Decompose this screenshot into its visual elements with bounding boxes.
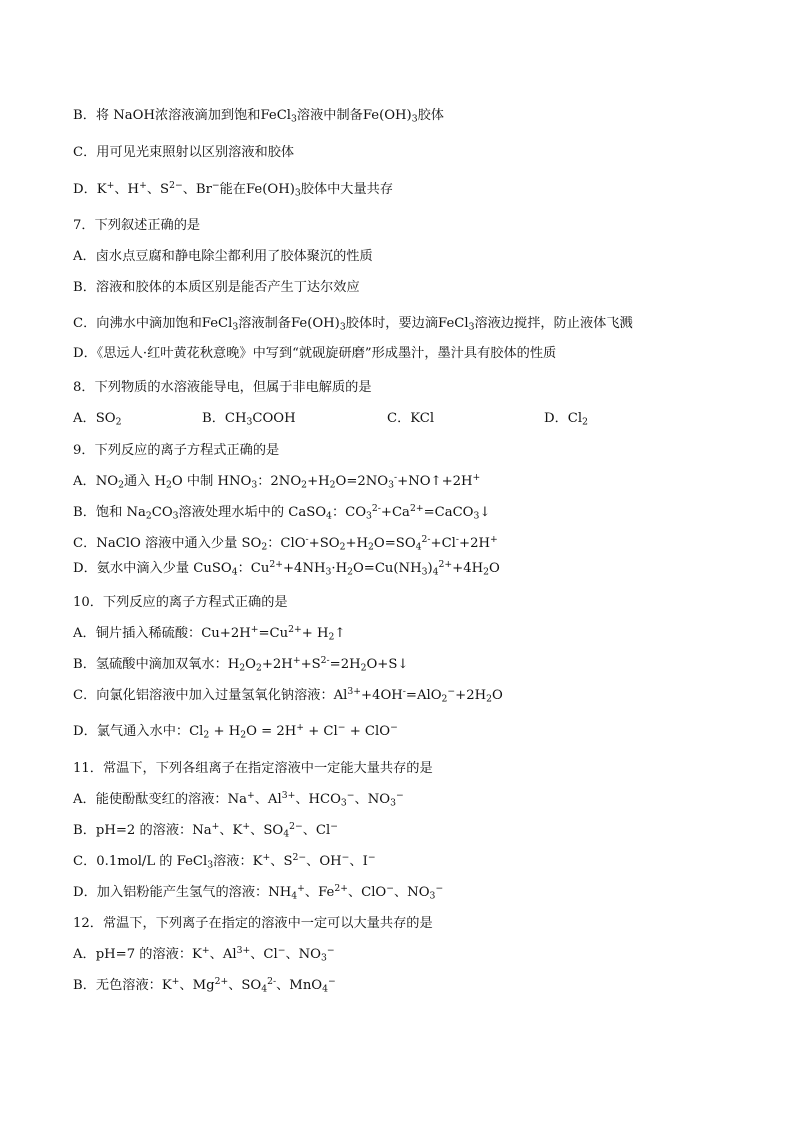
text-run: B．氢硫酸中滴加双氧水：H [73,657,240,672]
text-run: 、MnO [276,978,323,993]
supscript: 2- [320,654,330,666]
supscript: 2− [289,820,303,832]
option-line [73,976,336,996]
subscript: 4 [231,566,238,578]
subscript: 2 [166,479,172,491]
subscript: 2 [329,479,336,491]
subscript: 2 [203,729,210,741]
subscript: 3 [473,510,480,522]
text-run: O=Cu(NH [352,561,422,576]
text-run: +2H [455,688,487,703]
supscript: − [328,975,336,987]
supscript: 3+ [347,685,362,697]
subscript: 2 [582,416,588,428]
text-run: D．加入铝粉能产生氢气的溶液：NH [73,885,292,900]
text-run: +4NH [283,561,326,576]
subscript: 2 [347,566,353,578]
text-run: + H [209,724,241,739]
subscript: 2 [145,510,152,522]
text-run: O=SO [373,536,416,551]
text-run: 溶液中制备 [296,108,363,123]
text-run: ·H [331,561,348,576]
text-run: =Cu [258,626,289,641]
text-run: 、Cl [250,947,278,962]
text-run: =AlO [405,688,442,703]
text-run: 、HCO [295,792,341,807]
text-run: 、ClO [347,885,387,900]
text-run: 11．常温下，下列各组离子在指定溶液中一定能大量共存的是 [73,761,433,776]
option-line [73,624,345,644]
text-run: 9．下列反应的离子方程式正确的是 [73,443,280,458]
supscript: - [455,533,460,545]
supscript: + [250,623,259,635]
q8-option [202,409,296,429]
subscript: 2 [483,566,490,578]
supscript: + [211,820,220,832]
option-line [73,945,335,965]
supscript: − [326,944,335,956]
text-run: 、SO [250,823,284,838]
supscript: 2- [371,502,381,514]
option-line [73,883,443,903]
supscript: + [292,654,301,666]
text-run: =2H [329,657,361,672]
subscript: 4 [283,828,290,840]
text-run: 、K [219,823,243,838]
text-run: 、Fe [304,885,335,900]
text-run: +4H [452,561,484,576]
text-run: 12．常温下，下列离子在指定的溶液中一定可以大量共存的是 [73,916,433,931]
option-line [73,821,338,841]
supscript: - [394,471,398,483]
supscript: + [247,789,255,801]
question-line [73,914,433,934]
supscript: - [402,685,406,697]
option-line [73,247,373,267]
option-line [73,143,294,163]
supscript: - [305,533,309,545]
text-run: + H [301,626,329,641]
supscript: 2+ [334,882,348,894]
text-run: A．SO [73,411,116,426]
text-run: 、SO [228,978,262,993]
text-run: +SO [308,536,340,551]
subscript: 3 [339,321,346,333]
text-run: 、Al [254,792,282,807]
option-line [73,106,444,126]
text-run: +Ca [380,505,410,520]
q8-option [544,409,588,429]
subscript: 2 [118,479,124,491]
text-run: 通入 H [123,474,167,489]
option-line [73,344,556,364]
supscript: 2+ [288,623,302,635]
subscript: 2 [486,693,493,705]
subscript: 3 [421,566,428,578]
supscript: 2+ [409,502,424,514]
subscript: 3 [429,890,436,902]
supscript: − [337,721,346,733]
text-run: Fe(OH) [362,108,412,123]
text-run: +2H [261,657,293,672]
q8-option [387,409,434,429]
text-run: +2H [459,536,490,551]
supscript: − [341,851,350,863]
subscript: 2 [360,662,367,674]
text-run: O+S↓ [366,657,409,672]
text-run: 、Al [209,947,237,962]
supscript: + [489,533,498,545]
q8-option [73,409,121,429]
option-line [73,655,408,675]
option-line [73,503,490,523]
text-run: B．无色溶液：K [73,978,172,993]
text-run: O [492,688,503,703]
text-run: D．《思远人·红叶黄花秋意晚》中写到“就砚旋研磨”形成墨汁，墨汁具有胶体的性质 [73,346,557,361]
text-run: 、OH [306,854,342,869]
text-run: 胶体 [417,108,444,123]
text-run: 、H [114,182,140,197]
supscript: 2− [169,179,183,191]
text-run: 溶液边搅拌，防止液体飞溅 [474,316,633,331]
text-run: A．pH=7 的溶液：K [73,947,202,962]
option-line [73,472,480,492]
supscript: − [330,820,338,832]
subscript: 3 [325,566,332,578]
supscript: + [171,975,180,987]
text-run: 10．下列反应的离子方程式正确的是 [73,595,288,610]
text-run: 溶液：K [213,854,263,869]
question-line [73,593,288,613]
subscript: 3 [232,321,239,333]
text-run: +H [307,474,330,489]
supscript: 2- [421,533,431,545]
supscript: + [296,721,304,733]
subscript: 3 [388,479,395,491]
text-run: FeCl [438,316,469,331]
text-run: ↓ [479,505,491,520]
subscript: 2 [261,541,268,553]
text-run: ：CO [331,505,367,520]
subscript: 2 [368,541,374,553]
text-run: ：ClO [267,536,306,551]
question-line [73,378,372,398]
supscript: + [472,471,481,483]
supscript: − [211,179,220,191]
text-run: Fe(OH) [246,182,295,197]
text-run: 7．下列叙述正确的是 [73,218,201,233]
text-run: 、Br [182,182,212,197]
subscript: 3 [321,952,327,964]
subscript: 2 [339,541,346,553]
subscript: 2 [255,662,262,674]
option-line [73,790,404,810]
text-run: A．NO [73,474,119,489]
text-run: O [245,657,256,672]
text-run: B．将 NaOH浓溶液滴加到饱和 [73,108,261,123]
text-run: C．NaClO 溶液中通入少量 SO [73,536,262,551]
subscript: 4 [326,510,332,522]
supscript: − [277,944,286,956]
supscript: + [201,944,210,956]
subscript: 2 [441,693,448,705]
text-run: C．用可见光束照射以区别溶液和胶体 [73,145,295,160]
option-line [73,559,500,579]
supscript: 2− [292,851,307,863]
text-run: 溶液处理水垢中的 CaSO [178,505,327,520]
option-line [73,534,498,554]
text-run: O [489,561,500,576]
supscript: − [367,851,376,863]
text-run: ：Cu [237,561,270,576]
supscript: − [395,789,404,801]
text-run: C．0.1mol/L 的 FeCl [73,854,208,869]
option-line [73,722,398,742]
supscript: − [447,685,456,697]
text-run: O 中制 HNO [171,474,252,489]
text-run: FeCl [260,108,292,123]
supscript: + [139,179,147,191]
text-run: =CaCO [423,505,474,520]
subscript: 2 [240,729,247,741]
option-line [73,278,360,298]
text-run: 能在 [219,182,246,197]
text-run: +H [345,536,369,551]
question-line [73,759,433,779]
text-run: O = 2H [246,724,297,739]
text-run: D．Cl [544,411,583,426]
text-run: A．卤水点豆腐和静电除尘都利用了胶体聚沉的性质 [73,249,373,264]
subscript: 3 [468,321,475,333]
subscript: 3 [172,510,179,522]
text-run: D．氨水中滴入少量 CuSO [73,561,232,576]
subscript: 3 [207,859,214,871]
text-run: Fe(OH) [290,316,340,331]
text-run: 、NO [354,792,391,807]
supscript: − [390,721,398,733]
supscript: 3+ [281,789,296,801]
text-run: ↑ [334,626,346,641]
text-run: B．pH=2 的溶液：Na [73,823,212,838]
subscript: 3 [294,187,301,199]
option-line [73,852,376,872]
text-run: 、Mg [179,978,215,993]
text-run: A．铜片插入稀硫酸：Cu+2H [73,626,251,641]
supscript: 2+ [438,558,453,570]
text-run: 、NO [285,947,321,962]
subscript: 3 [246,416,253,428]
supscript: − [346,789,355,801]
question-line [73,441,279,461]
text-run: +S [300,657,321,672]
text-run: C．向氯化铝溶液中加入过量氢氧化钠溶液：Al [73,688,348,703]
text-run: 胶体时，要边滴 [345,316,439,331]
text-run: A．能使酚酞变红的溶液：Na [73,792,247,807]
supscript: − [386,882,394,894]
text-run: B．溶液和胶体的本质区别是能否产生丁达尔效应 [73,280,360,295]
text-run: O=2NO [335,474,389,489]
text-run: +NO↑+2H [397,474,473,489]
subscript: 3 [291,113,297,125]
supscript: 2+ [214,975,229,987]
text-run: +Cl [430,536,456,551]
text-run: COOH [252,411,296,426]
text-run: + Cl [304,724,338,739]
subscript: 4 [415,541,422,553]
supscript: + [297,882,305,894]
subscript: 2 [328,631,335,643]
text-run: 8．下列物质的水溶液能导电，但属于非电解质的是 [73,380,372,395]
text-run: C．向沸水中滴加饱和 [73,316,202,331]
option-line [73,180,393,200]
text-run: D．氯气通入水中：Cl [73,724,204,739]
subscript: 4 [322,983,329,995]
text-run: 溶液制备 [238,316,291,331]
subscript: 3 [251,479,258,491]
subscript: 3 [390,797,396,809]
subscript: 4 [432,566,439,578]
text-run: 、NO [394,885,430,900]
text-run: 、S [270,854,293,869]
text-run: FeCl [201,316,233,331]
text-run: C．KCl [387,411,435,426]
subscript: 2 [115,416,122,428]
text-run: 胶体中大量共存 [300,182,394,197]
subscript: 3 [340,797,347,809]
subscript: 3 [411,113,418,125]
question-line [73,216,200,236]
text-run: 、I [349,854,368,869]
text-run: + ClO [345,724,391,739]
option-line [73,314,633,334]
text-run: +4OH [361,688,403,703]
supscript: 3+ [236,944,251,956]
text-run: ) [427,561,433,576]
supscript: 2- [267,975,277,987]
supscript: + [262,851,271,863]
text-run: B．饱和 Na [73,505,146,520]
text-run: B．CH [202,411,247,426]
subscript: 3 [366,510,372,522]
subscript: 4 [261,983,268,995]
supscript: 2+ [269,558,283,570]
subscript: 2 [239,662,246,674]
subscript: 4 [291,890,298,902]
text-run: 、Cl [302,823,331,838]
subscript: 2 [301,479,308,491]
supscript: + [106,179,115,191]
text-run: D．K [73,182,107,197]
option-line [73,686,503,706]
supscript: − [435,882,444,894]
supscript: + [242,820,251,832]
text-run: CO [151,505,173,520]
text-run: ：2NO [257,474,302,489]
text-run: 、S [146,182,170,197]
